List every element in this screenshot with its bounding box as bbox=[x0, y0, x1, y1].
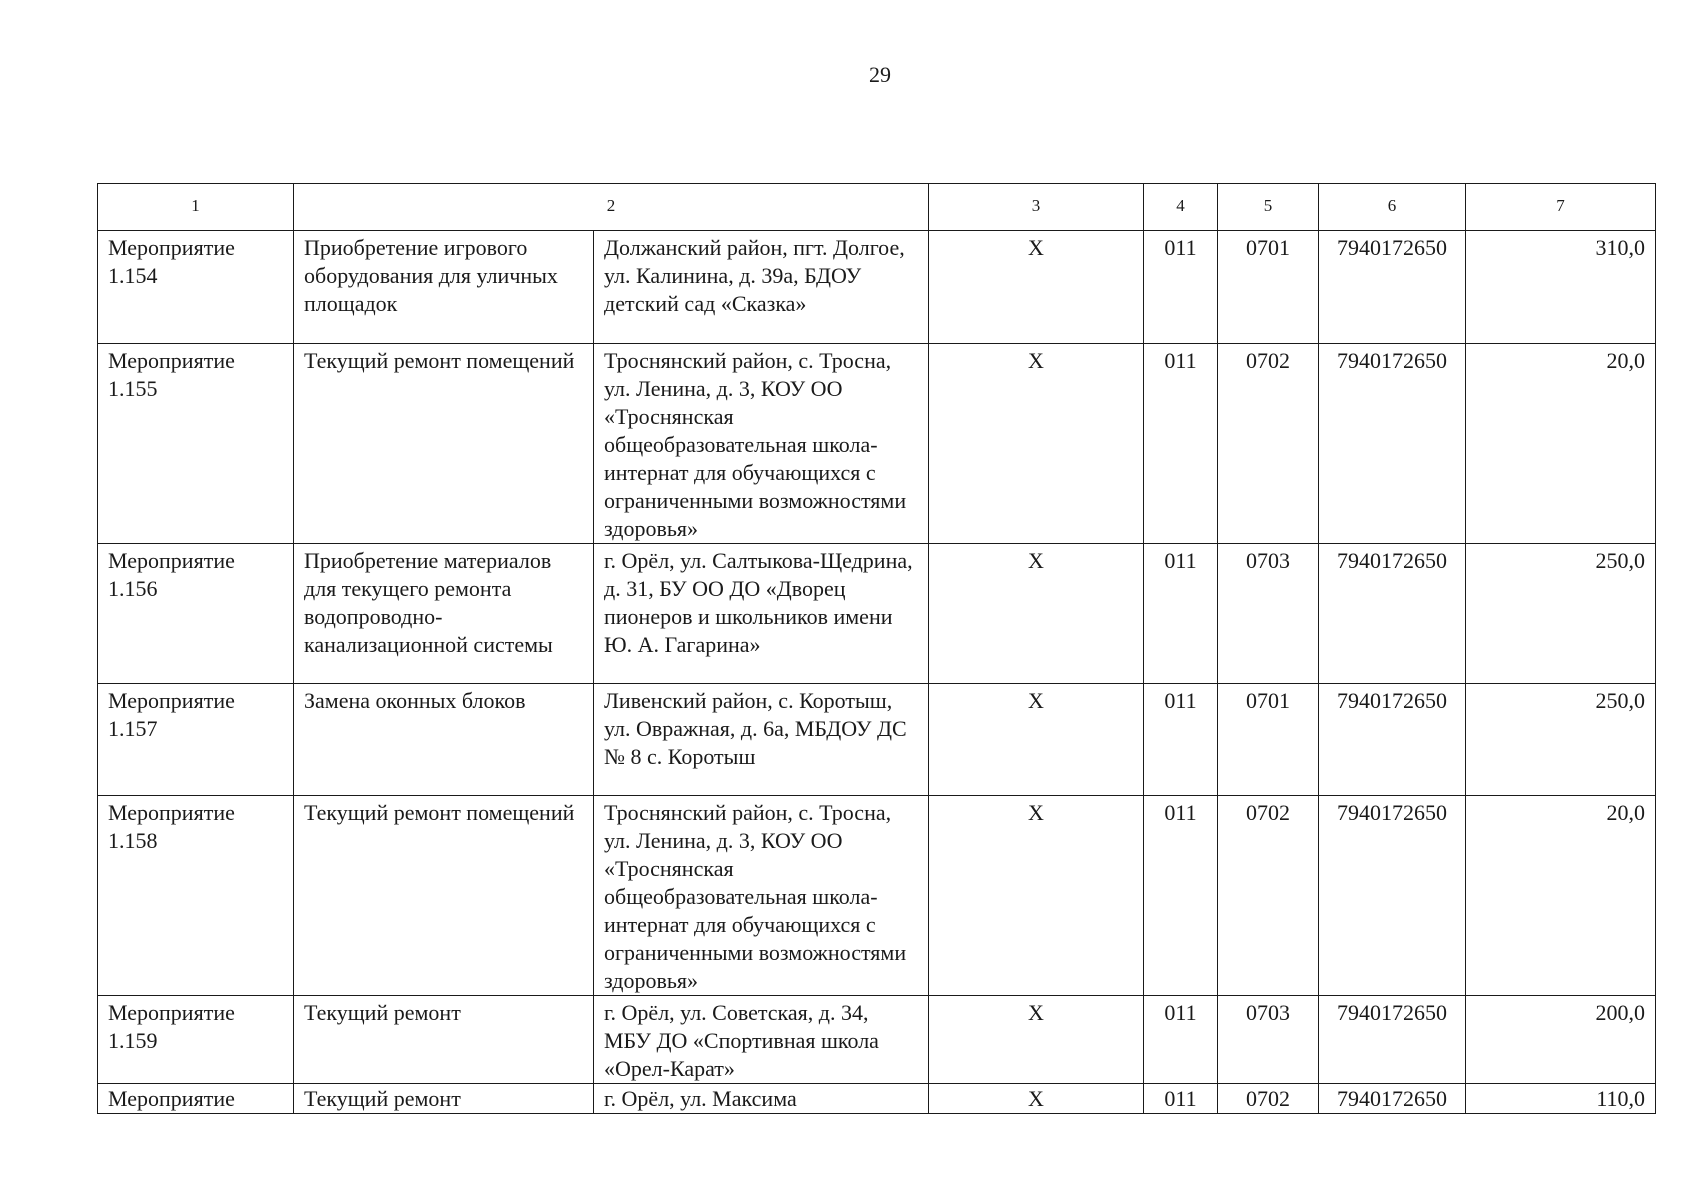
header-cell-4: 4 bbox=[1144, 184, 1218, 231]
table-row bbox=[98, 684, 1656, 796]
budget-table bbox=[97, 183, 1656, 1114]
col6-value: 7940172650 bbox=[1319, 1084, 1466, 1114]
measure-id: Мероприятие 1.159 bbox=[98, 996, 294, 1084]
measure-name: Приобретение игрового оборудования для уличных площадок bbox=[294, 231, 594, 344]
col5-value: 0702 bbox=[1218, 796, 1319, 996]
table-row bbox=[98, 996, 1656, 1084]
measure-name: Текущий ремонт помещений bbox=[294, 796, 594, 996]
col3-value: Х bbox=[929, 1084, 1144, 1114]
col6-value: 7940172650 bbox=[1319, 996, 1466, 1084]
table-row bbox=[98, 544, 1656, 684]
col5-value: 0703 bbox=[1218, 996, 1319, 1084]
measure-name: Приобретение материалов для текущего ремонта водопроводно-канализационной системы bbox=[294, 544, 594, 684]
col4-value: 011 bbox=[1144, 684, 1218, 796]
measure-id: Мероприятие 1.157 bbox=[98, 684, 294, 796]
measure-address: Троснянский район, с. Тросна, ул. Ленина, д. 3, КОУ ОО «Троснянская общеобразовательная школа-интернат для обучающихся с ограниченными возможностями здоровья» bbox=[594, 344, 929, 544]
measure-id: Мероприятие 1.156 bbox=[98, 544, 294, 684]
amount-value: 20,0 bbox=[1466, 344, 1656, 544]
col3-value: Х bbox=[929, 684, 1144, 796]
amount-value: 20,0 bbox=[1466, 796, 1656, 996]
measure-address: Ливенский район, с. Коротыш, ул. Овражная, д. 6а, МБДОУ ДС № 8 с. Коротыш bbox=[594, 684, 929, 796]
measure-id: Мероприятие bbox=[98, 1084, 294, 1114]
col3-value: Х bbox=[929, 796, 1144, 996]
col3-value: Х bbox=[929, 996, 1144, 1084]
col5-value: 0701 bbox=[1218, 684, 1319, 796]
table-row bbox=[98, 231, 1656, 344]
page-number: 29 bbox=[869, 62, 891, 87]
col4-value: 011 bbox=[1144, 544, 1218, 684]
measure-name: Текущий ремонт bbox=[294, 1084, 594, 1114]
header-cell-5: 5 bbox=[1218, 184, 1319, 231]
col6-value: 7940172650 bbox=[1319, 544, 1466, 684]
amount-value: 200,0 bbox=[1466, 996, 1656, 1084]
amount-value: 250,0 bbox=[1466, 544, 1656, 684]
col4-value: 011 bbox=[1144, 796, 1218, 996]
amount-value: 250,0 bbox=[1466, 684, 1656, 796]
header-cell-3: 3 bbox=[929, 184, 1144, 231]
col5-value: 0702 bbox=[1218, 1084, 1319, 1114]
measure-address: г. Орёл, ул. Максима bbox=[594, 1084, 929, 1114]
amount-value: 310,0 bbox=[1466, 231, 1656, 344]
measure-id: Мероприятие 1.158 bbox=[98, 796, 294, 996]
measure-name: Текущий ремонт bbox=[294, 996, 594, 1084]
col4-value: 011 bbox=[1144, 996, 1218, 1084]
measure-name: Замена оконных блоков bbox=[294, 684, 594, 796]
table-row bbox=[98, 1084, 1656, 1114]
measure-id: Мероприятие 1.154 bbox=[98, 231, 294, 344]
col6-value: 7940172650 bbox=[1319, 344, 1466, 544]
measure-address: г. Орёл, ул. Советская, д. 34, МБУ ДО «Спортивная школа «Орел-Карат» bbox=[594, 996, 929, 1084]
header-cell-7: 7 bbox=[1466, 184, 1656, 231]
measure-name: Текущий ремонт помещений bbox=[294, 344, 594, 544]
table-row bbox=[98, 344, 1656, 544]
table-row bbox=[98, 796, 1656, 996]
amount-value: 110,0 bbox=[1466, 1084, 1656, 1114]
measure-address: Троснянский район, с. Тросна, ул. Ленина, д. 3, КОУ ОО «Троснянская общеобразовательная школа-интернат для обучающихся с ограниченными возможностями здоровья» bbox=[594, 796, 929, 996]
measure-address: Должанский район, пгт. Долгое, ул. Калинина, д. 39а, БДОУ детский сад «Сказка» bbox=[594, 231, 929, 344]
col3-value: Х bbox=[929, 344, 1144, 544]
measure-address: г. Орёл, ул. Салтыкова-Щедрина, д. 31, БУ ОО ДО «Дворец пионеров и школьников имени Ю. А. Гагарина» bbox=[594, 544, 929, 684]
col3-value: Х bbox=[929, 544, 1144, 684]
col4-value: 011 bbox=[1144, 1084, 1218, 1114]
col6-value: 7940172650 bbox=[1319, 796, 1466, 996]
col5-value: 0701 bbox=[1218, 231, 1319, 344]
col5-value: 0702 bbox=[1218, 344, 1319, 544]
col6-value: 7940172650 bbox=[1319, 684, 1466, 796]
col4-value: 011 bbox=[1144, 231, 1218, 344]
header-cell-1: 1 bbox=[98, 184, 294, 231]
header-cell-2: 2 bbox=[294, 184, 929, 231]
col3-value: Х bbox=[929, 231, 1144, 344]
col6-value: 7940172650 bbox=[1319, 231, 1466, 344]
header-row bbox=[98, 184, 1656, 231]
col5-value: 0703 bbox=[1218, 544, 1319, 684]
col4-value: 011 bbox=[1144, 344, 1218, 544]
measure-id: Мероприятие 1.155 bbox=[98, 344, 294, 544]
header-cell-6: 6 bbox=[1319, 184, 1466, 231]
